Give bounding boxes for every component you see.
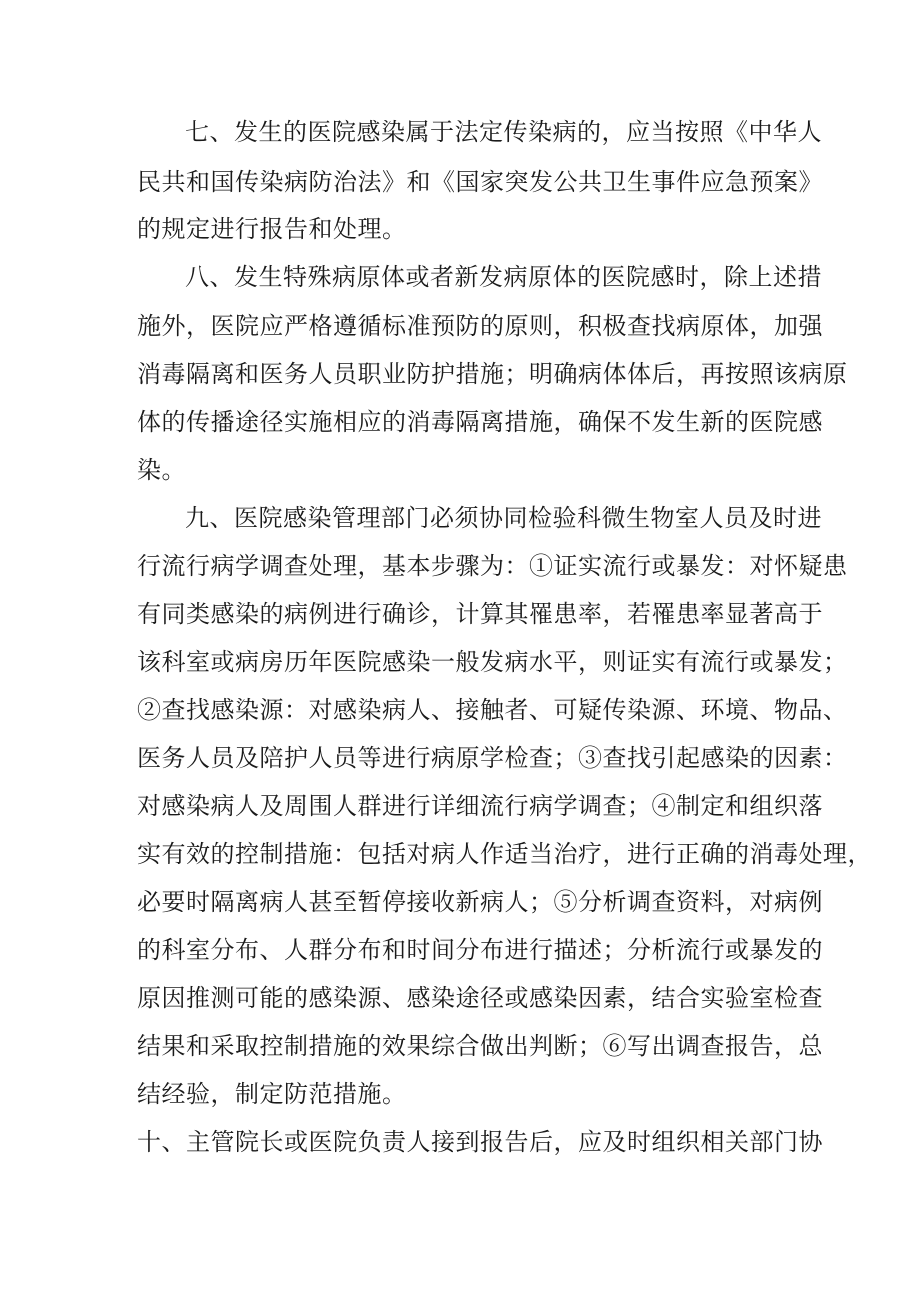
paragraph-9-line-11: 原因推测可能的感染源、感染途径或感染因素，结合实验室检查 — [137, 984, 823, 1012]
paragraph-9-line-8: 实有效的控制措施：包括对病人作适当治疗，进行正确的消毒处理， — [137, 840, 872, 868]
paragraph-8-line-4: 体的传播途径实施相应的消毒隔离措施，确保不发生新的医院感 — [137, 408, 823, 436]
paragraph-8-line-3: 消毒隔离和医务人员职业防护措施；明确病体体后，再按照该病原 — [137, 360, 848, 388]
paragraph-7-line-2: 民共和国传染病防治法》和《国家突发公共卫生事件应急预案》 — [137, 168, 823, 196]
paragraph-9-line-6: 医务人员及陪护人员等进行病原学检查；③查找引起感染的因素： — [137, 744, 848, 772]
paragraph-8-line-1: 八、发生特殊病原体或者新发病原体的医院感时，除上述措 — [185, 263, 822, 291]
paragraph-9-line-4: 该科室或病房历年医院感染一般发病水平，则证实有流行或暴发； — [137, 648, 848, 676]
paragraph-9-line-12: 结果和采取控制措施的效果综合做出判断；⑥写出调查报告，总 — [137, 1032, 823, 1060]
paragraph-9-line-3: 有同类感染的病例进行确诊，计算其罹患率，若罹患率显著高于 — [137, 600, 823, 628]
paragraph-10-line-1: 十、主管院长或医院负责人接到报告后，应及时组织相关部门协 — [137, 1128, 823, 1156]
paragraph-7-line-1: 七、发生的医院感染属于法定传染病的，应当按照《中华人 — [185, 118, 822, 146]
paragraph-9-line-5: ②查找感染源：对感染病人、接触者、可疑传染源、环境、物品、 — [137, 696, 848, 724]
paragraph-9-line-9: 必要时隔离病人甚至暂停接收新病人；⑤分析调查资料，对病例 — [137, 888, 823, 916]
paragraph-8-line-5: 染。 — [137, 456, 186, 484]
paragraph-9-line-7: 对感染病人及周围人群进行详细流行病学调查；④制定和组织落 — [137, 792, 823, 820]
paragraph-9-line-1: 九、医院感染管理部门必须协同检验科微生物室人员及时进 — [185, 504, 822, 532]
paragraph-9-line-13: 结经验，制定防范措施。 — [137, 1080, 407, 1108]
paragraph-7-line-3: 的规定进行报告和处理。 — [137, 215, 407, 243]
paragraph-8-line-2: 施外，医院应严格遵循标准预防的原则，积极查找病原体，加强 — [137, 312, 823, 340]
paragraph-9-line-2: 行流行病学调查处理，基本步骤为：①证实流行或暴发：对怀疑患 — [137, 552, 848, 580]
paragraph-9-line-10: 的科室分布、人群分布和时间分布进行描述；分析流行或暴发的 — [137, 936, 823, 964]
